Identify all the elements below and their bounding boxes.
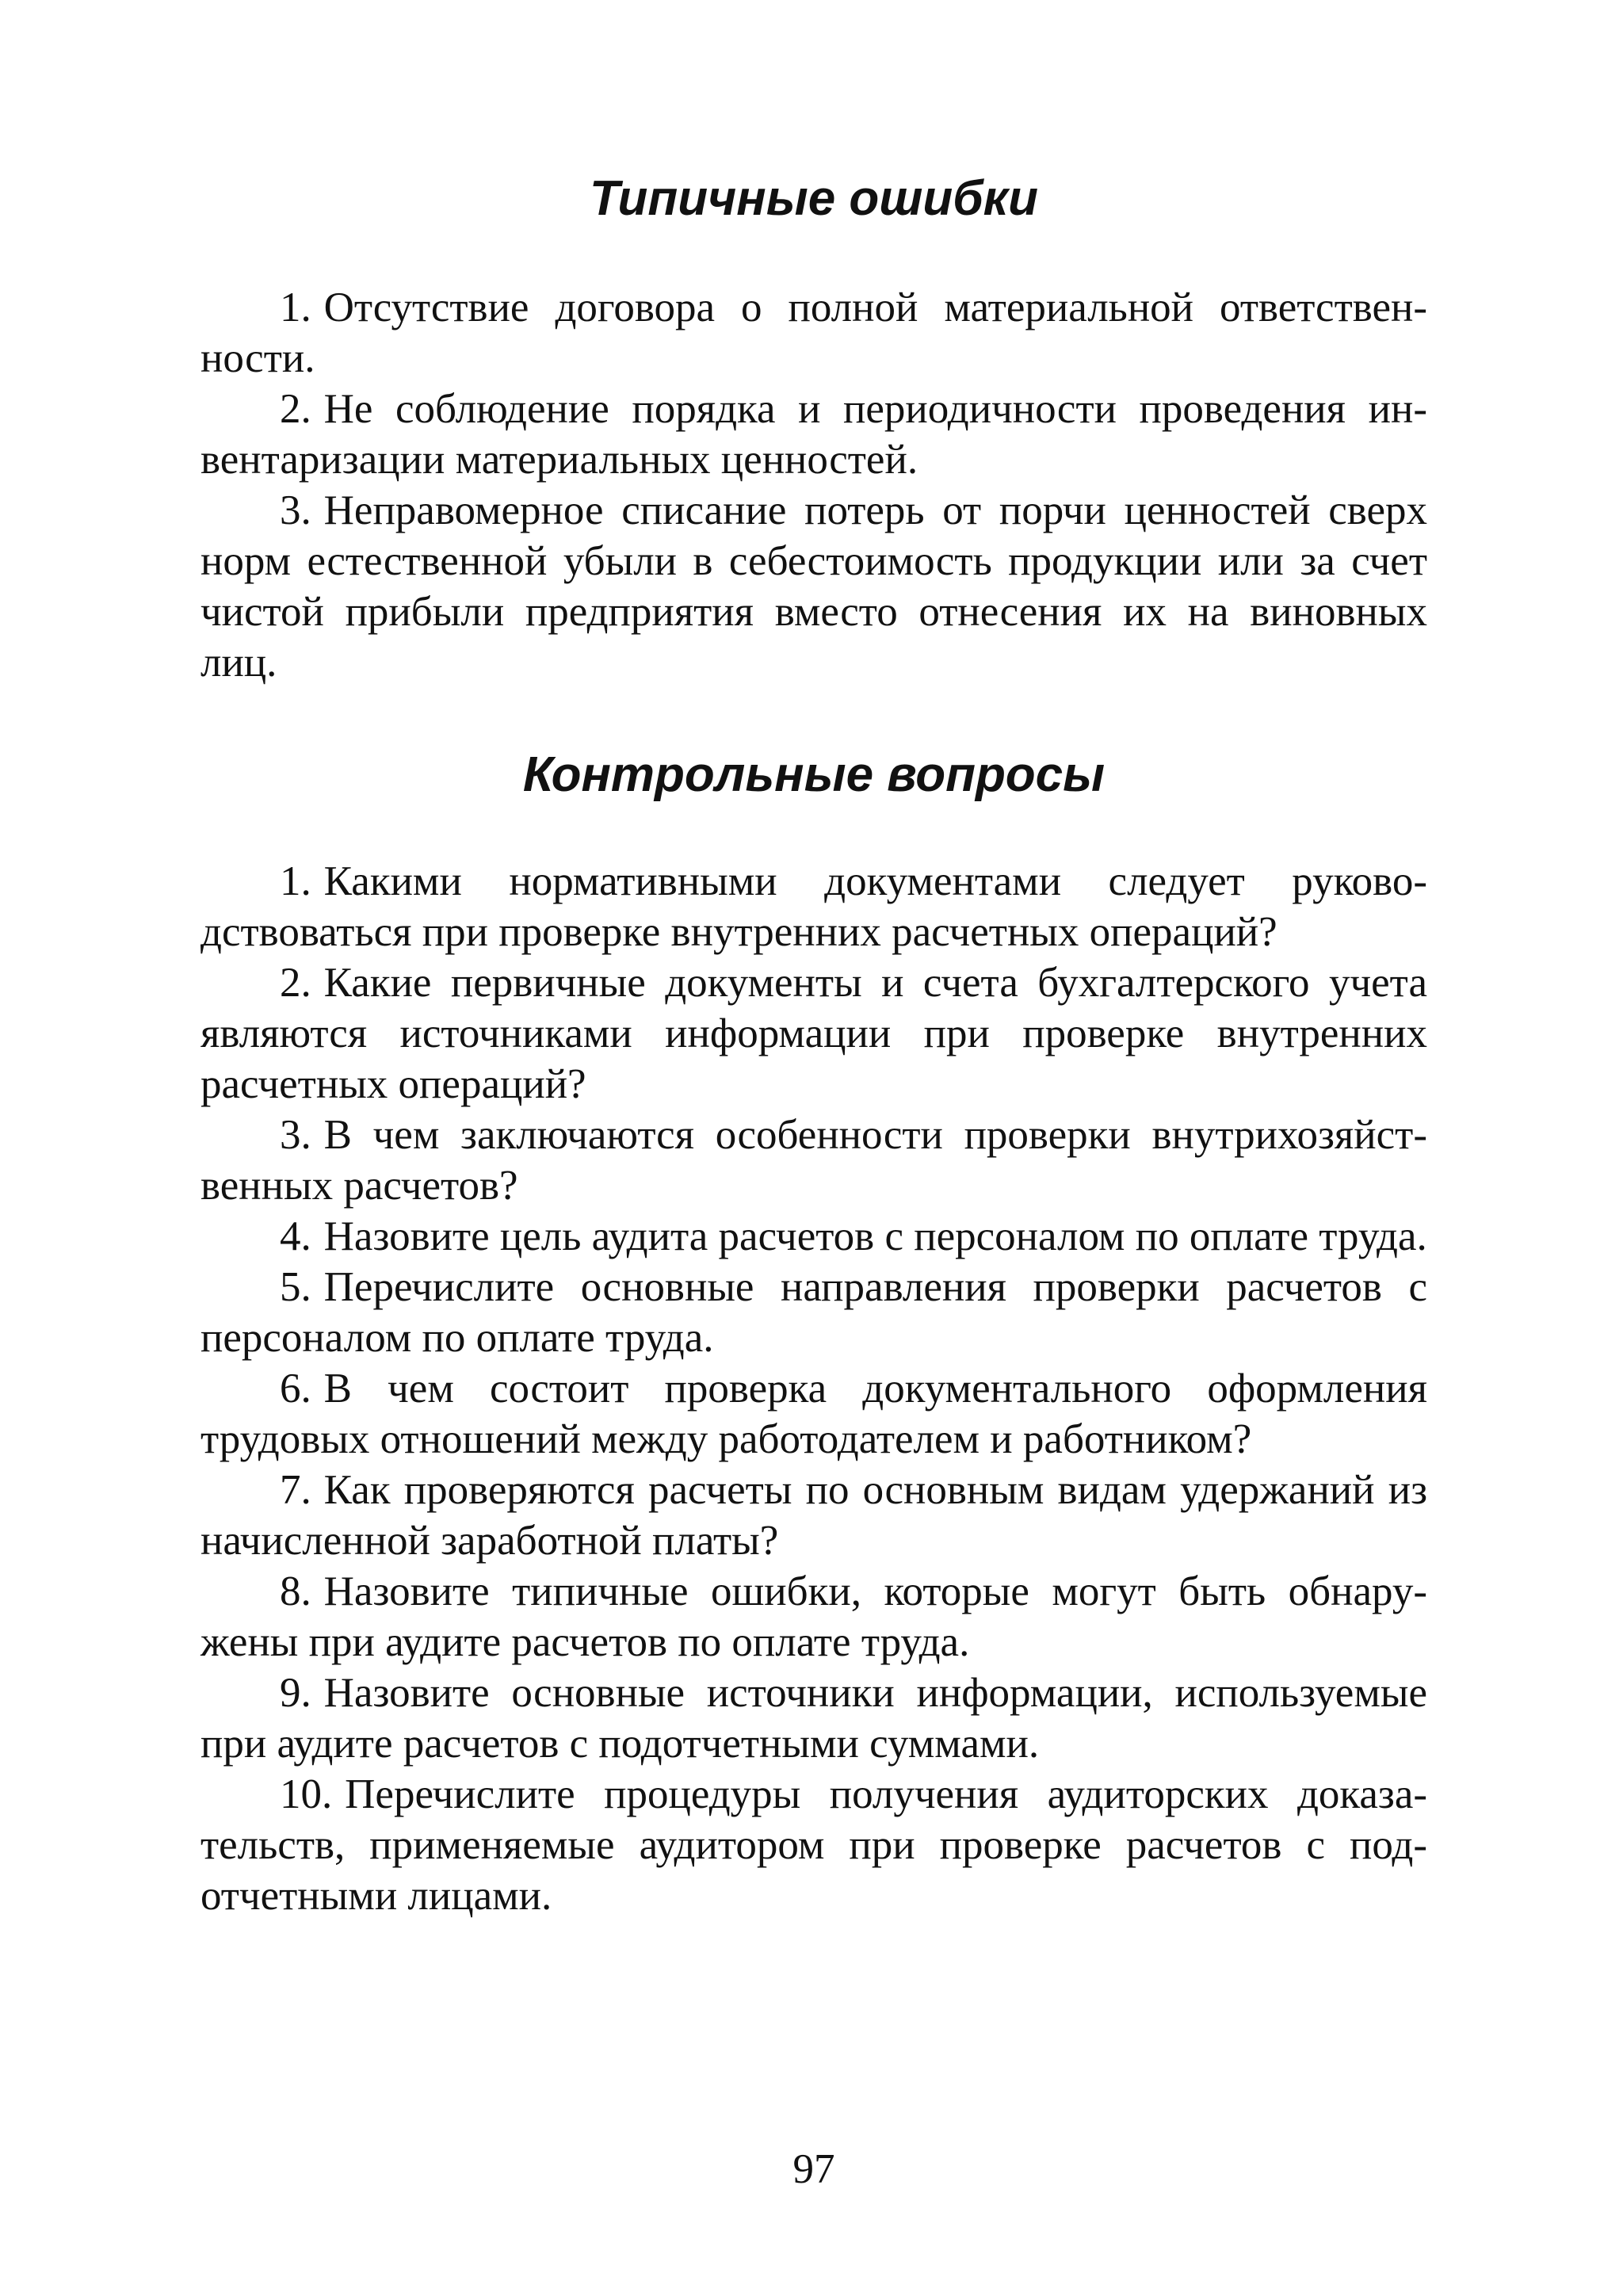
item-number: 2.: [280, 386, 311, 432]
control-questions-list: [200, 856, 1427, 1921]
item-number: 5.: [280, 1264, 311, 1310]
item-text: Какими нормативными документами следует руководствоваться при проверке внутренних расчетных операций?: [200, 858, 1427, 955]
list-item: [200, 1363, 1427, 1465]
list-item: [200, 1110, 1427, 1211]
section-title-typical-errors: Типичные ошибки: [590, 171, 1038, 226]
item-text: Назовите цель аудита расчетов с персоналом по оплате труда.: [323, 1213, 1427, 1259]
list-item: [200, 384, 1427, 485]
list-item: [200, 856, 1427, 957]
item-text: Перечислите основные направления проверки расчетов с персоналом по оплате труда.: [200, 1264, 1427, 1361]
item-number: 1.: [280, 285, 311, 330]
item-number: 3.: [280, 487, 311, 533]
item-text: Назовите основные источники информации, используемые при аудите расчетов с подотчетными суммами.: [200, 1670, 1427, 1767]
page-number: 97: [792, 2146, 835, 2192]
document-page: [200, 0, 1427, 2296]
list-item: [200, 1566, 1427, 1668]
item-text: Какие первичные документы и счета бухгалтерского учета являются источниками информации при проверке внутренних расчетных операций?: [200, 960, 1427, 1107]
item-text: Отсутствие договора о полной материальной ответственности.: [200, 285, 1427, 381]
item-number: 1.: [280, 858, 311, 904]
item-number: 2.: [280, 960, 311, 1006]
section-title-control-questions: Контрольные вопросы: [522, 747, 1106, 802]
list-item: [200, 282, 1427, 384]
item-number: 3.: [280, 1112, 311, 1158]
item-number: 10.: [280, 1771, 333, 1817]
item-text: Не соблюдение порядка и периодичности проведения инвентаризации материальных ценностей.: [200, 386, 1427, 483]
typical-errors-list: [200, 282, 1427, 688]
list-item: [200, 1262, 1427, 1363]
item-text: Неправомерное списание потерь от порчи ценностей сверх норм естественной убыли в себестоимость продукции или за счет чистой прибыли предприятия вместо отнесения их на виновных лиц.: [200, 487, 1427, 686]
list-item: [200, 957, 1427, 1110]
item-number: 8.: [280, 1568, 311, 1614]
item-number: 9.: [280, 1670, 311, 1716]
item-number: 6.: [280, 1366, 311, 1412]
item-text: Перечислите процедуры получения аудиторских доказательств, применяемые аудитором при проверке расчетов с подотчетными лицами.: [200, 1771, 1427, 1919]
list-item: [200, 1211, 1427, 1262]
list-item: [200, 1668, 1427, 1769]
item-text: Как проверяются расчеты по основным видам удержаний из начисленной заработной платы?: [200, 1467, 1427, 1564]
item-text: Назовите типичные ошибки, которые могут быть обнаружены при аудите расчетов по оплате труда.: [200, 1568, 1427, 1665]
item-number: 7.: [280, 1467, 311, 1513]
list-item: [200, 485, 1427, 688]
list-item: [200, 1465, 1427, 1566]
item-text: В чем состоит проверка документального оформления трудовых отношений между работодателем и работником?: [200, 1366, 1427, 1462]
list-item: [200, 1769, 1427, 1921]
item-text: В чем заключаются особенности проверки внутрихозяйственных расчетов?: [200, 1112, 1427, 1209]
item-number: 4.: [280, 1213, 311, 1259]
